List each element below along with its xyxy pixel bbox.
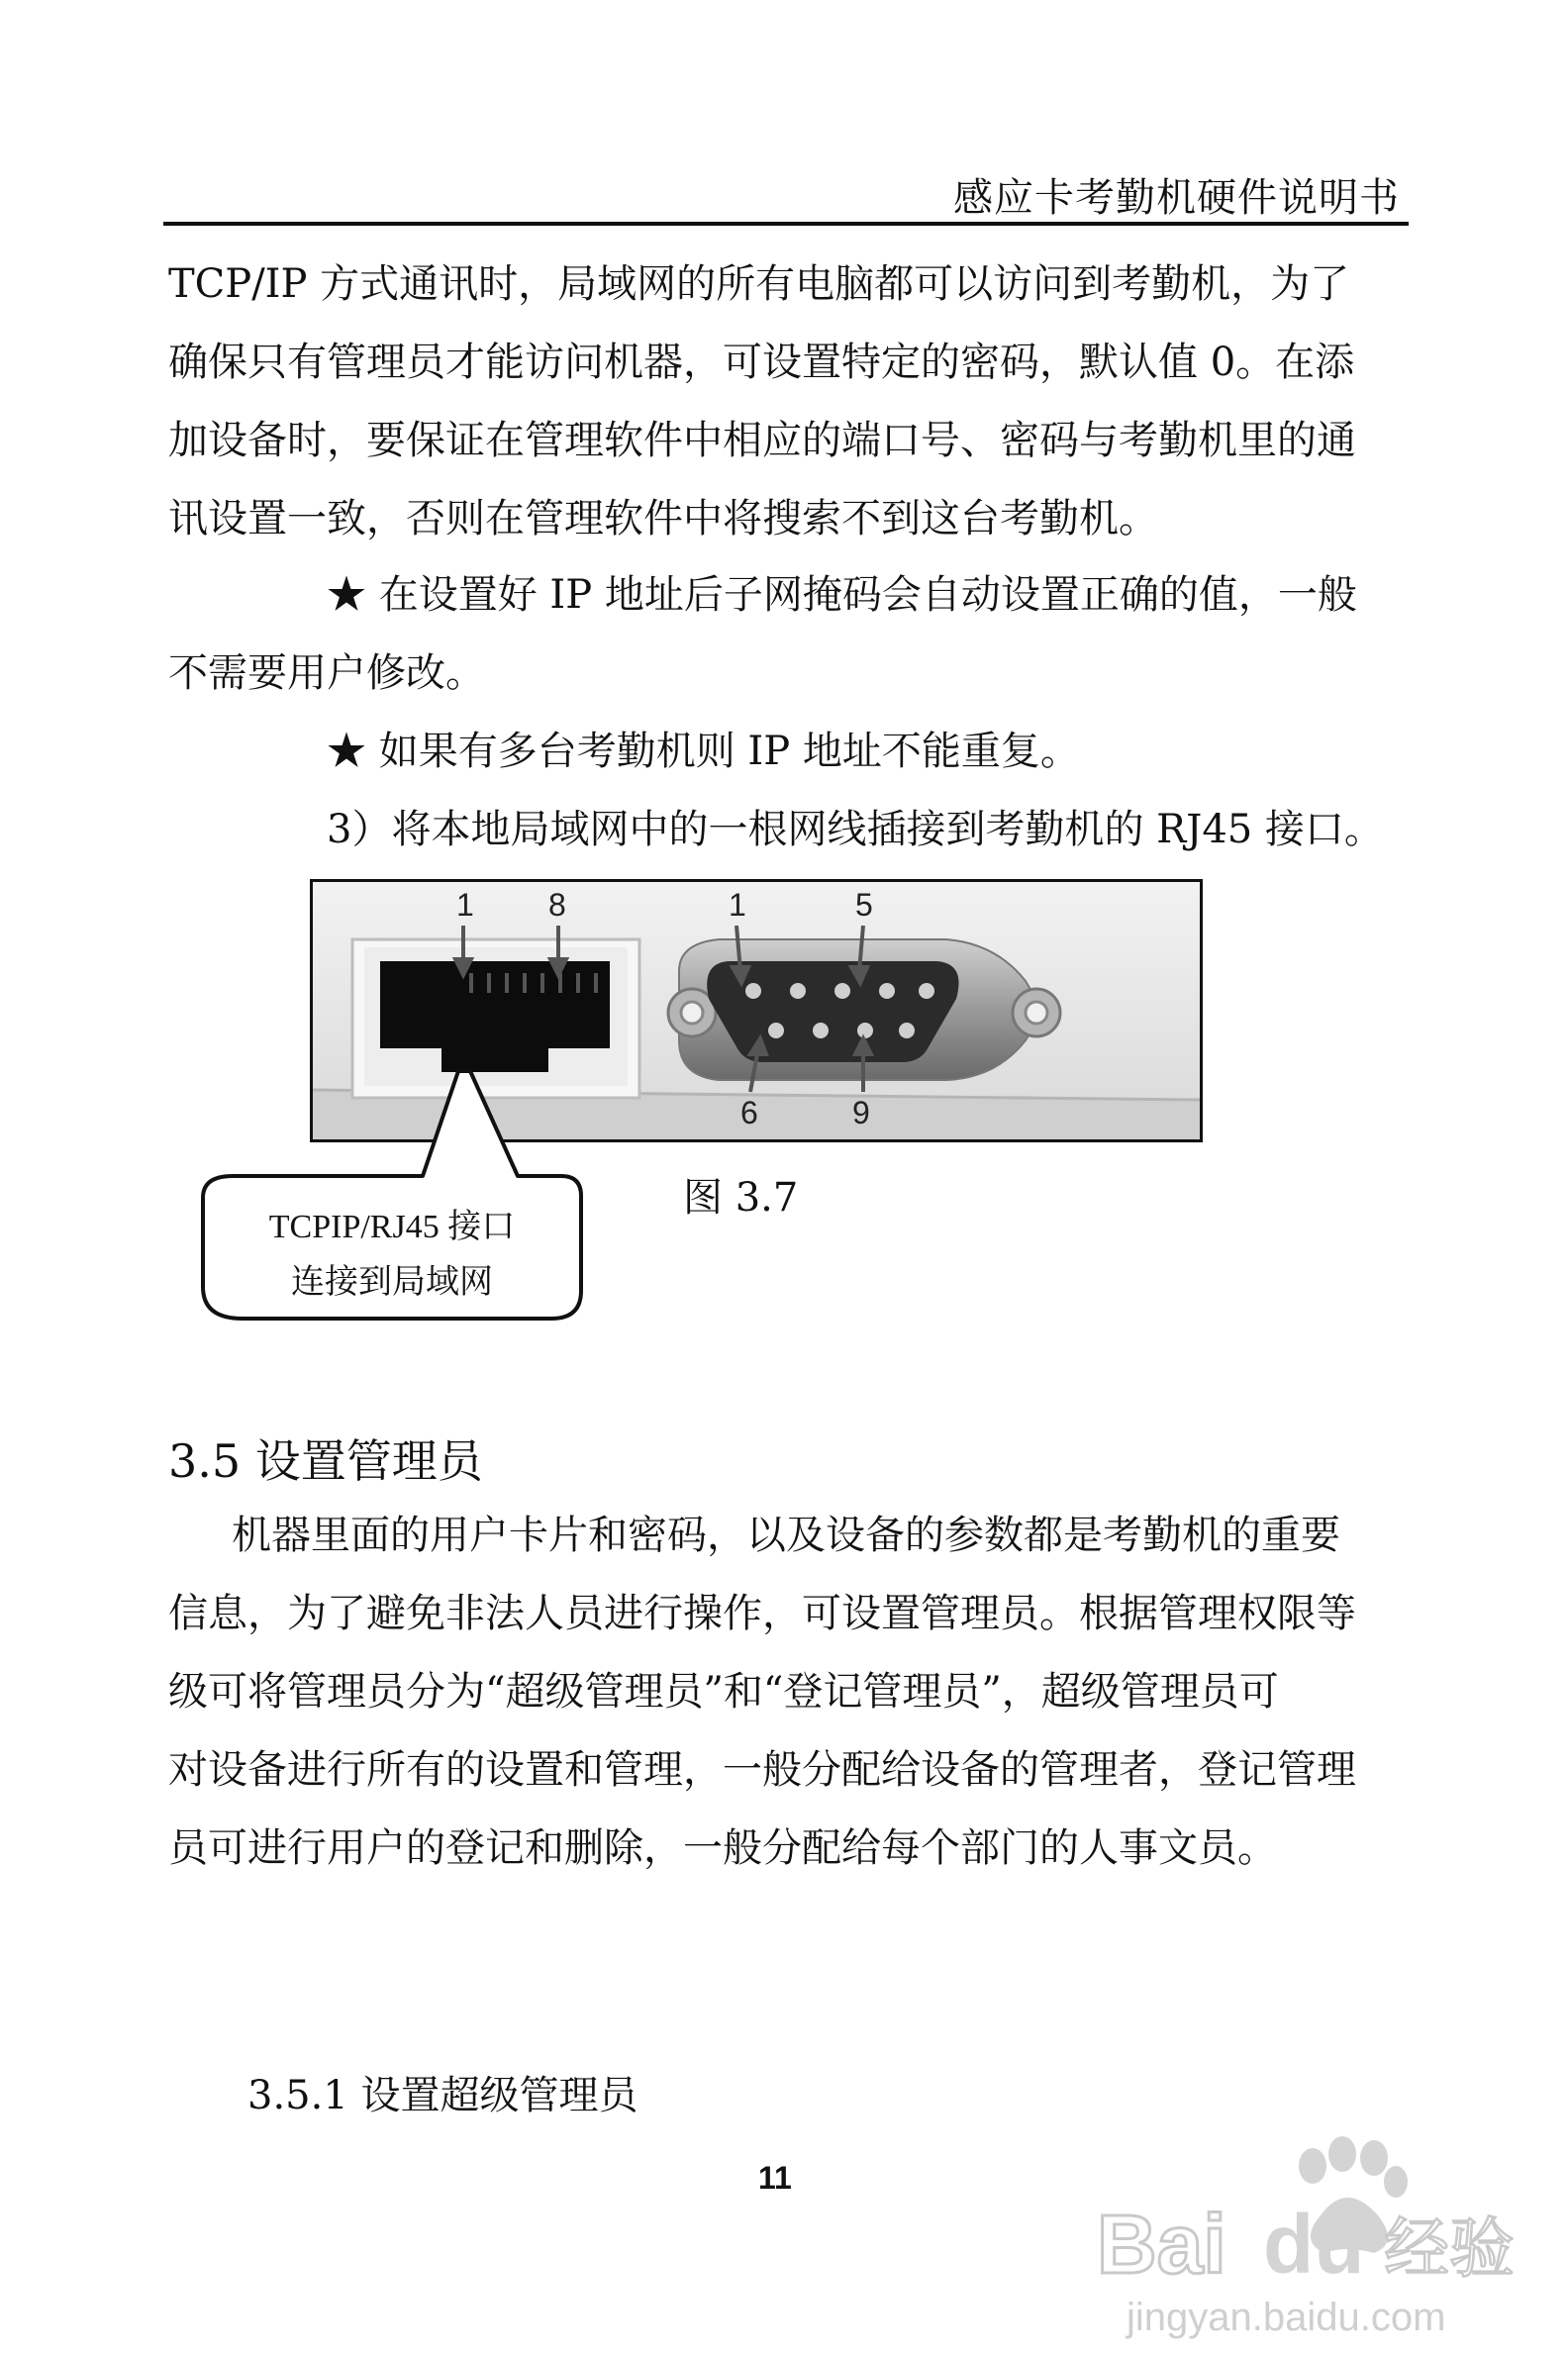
text-line: 员可进行用户的登记和删除，一般分配给每个部门的人事文员。 [168, 1825, 1277, 1871]
header-title: 感应卡考勤机硬件说明书 [953, 175, 1400, 221]
db9-pin5-label: 5 [855, 887, 873, 923]
text-line: 讯设置一致，否则在管理软件中将搜索不到这台考勤机。 [168, 496, 1158, 541]
subsection-title: 3.5.1 设置超级管理员 [247, 2073, 638, 2118]
section-title: 3.5 设置管理员 [168, 1434, 483, 1488]
text-line: 加设备时，要保证在管理软件中相应的端口号、密码与考勤机里的通 [168, 418, 1356, 463]
text-line: 对设备进行所有的设置和管理，一般分配给设备的管理者，登记管理 [168, 1747, 1356, 1793]
rj45-pin8-label: 8 [548, 887, 566, 923]
baidu-watermark [1087, 2118, 1542, 2346]
db9-pin9-label: 9 [852, 1095, 870, 1130]
db9-pin1-label: 1 [729, 887, 746, 923]
rj45-pin1-label: 1 [456, 887, 474, 923]
header-rule [163, 222, 1409, 226]
text-line: 级可将管理员分为“超级管理员”和“登记管理员”，超级管理员可 [168, 1669, 1279, 1715]
watermark-url: jingyan.baidu.com [1127, 2296, 1446, 2339]
callout-text [203, 1200, 581, 1311]
note-subnet-line2: 不需要用户修改。 [168, 650, 485, 696]
text-line: 机器里面的用户卡片和密码，以及设备的参数都是考勤机的重要 [232, 1513, 1340, 1558]
watermark-brand-a: Bai [1097, 2198, 1226, 2291]
paragraph-admin [168, 1497, 1406, 1888]
note-subnet-line1: ★ 在设置好 IP 地址后子网掩码会自动设置正确的值，一般 [327, 572, 1357, 618]
figure-caption: 图 3.7 [683, 1175, 799, 1221]
paragraph-tcpip [168, 245, 1406, 558]
text-line: 信息，为了避免非法人员进行操作，可设置管理员。根据管理权限等 [168, 1591, 1356, 1636]
page-number: 11 [758, 2160, 792, 2196]
text-line: TCP/IP 方式通讯时，局域网的所有电脑都可以访问到考勤机，为了 [168, 261, 1350, 307]
note-ip-unique: ★ 如果有多台考勤机则 IP 地址不能重复。 [327, 729, 1080, 774]
callout-line1: TCPIP/RJ45 接口 [268, 1209, 516, 1245]
watermark-brand-cn: 经验 [1384, 2210, 1515, 2287]
watermark-brand-b: du [1263, 2198, 1365, 2291]
step-3: 3）将本地局域网中的一根网线插接到考勤机的 RJ45 接口。 [327, 807, 1384, 852]
callout-line2: 连接到局域网 [291, 1264, 493, 1301]
text-line: 确保只有管理员才能访问机器，可设置特定的密码，默认值 0。在添 [168, 340, 1355, 385]
db9-pin6-label: 6 [740, 1095, 758, 1130]
